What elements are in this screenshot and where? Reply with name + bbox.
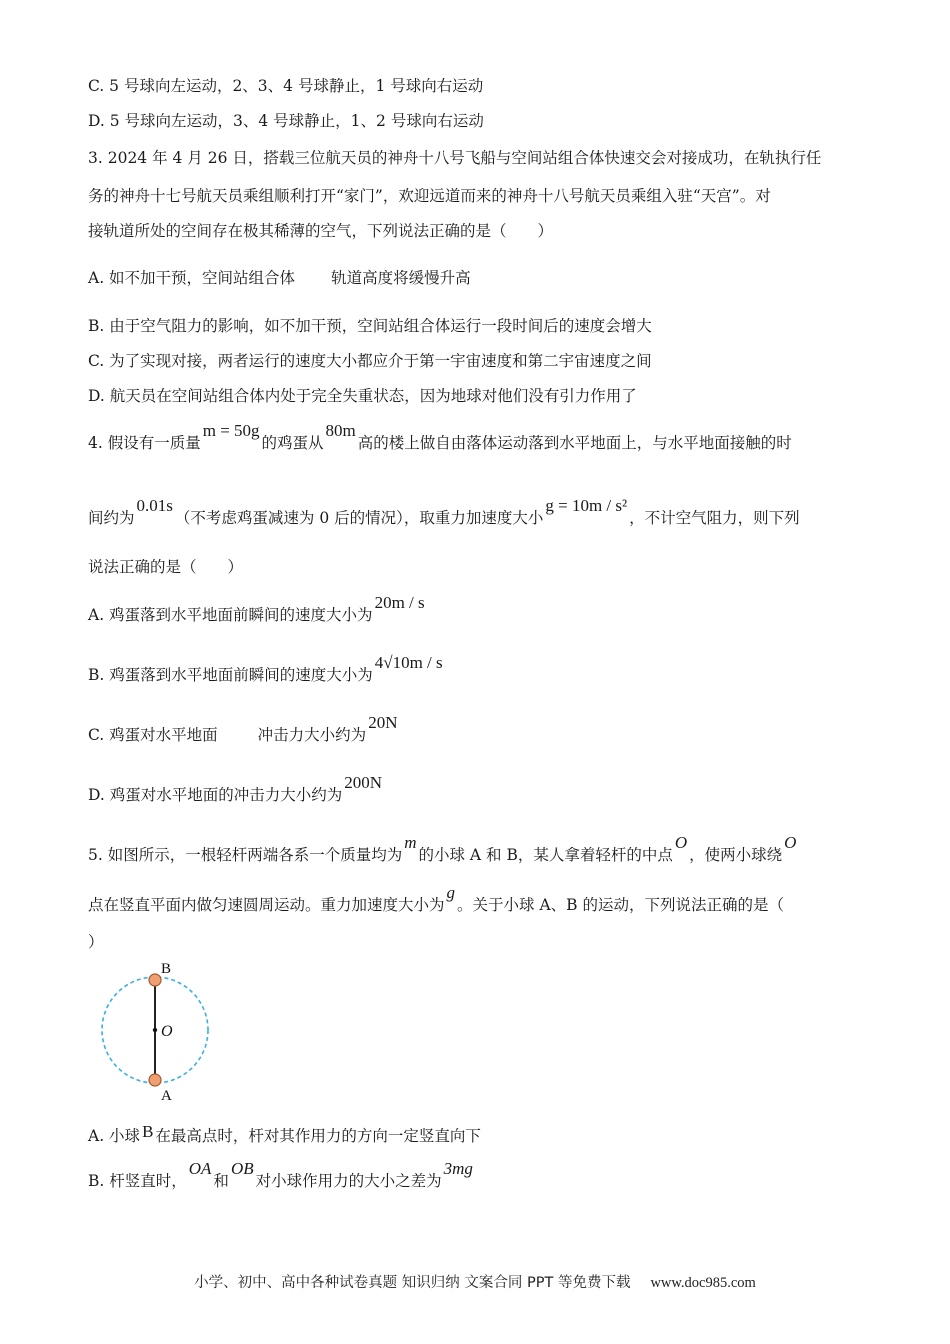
q4-option-c-text-2: 冲击力大小约为: [257, 726, 367, 744]
q5-option-a-symbol: B: [142, 1122, 154, 1141]
q5-option-b-oa: OA: [188, 1159, 212, 1178]
q5-text: ，使两小球绕: [689, 846, 783, 864]
q4-text: 间约为: [88, 509, 135, 527]
q3-stem-line-3: 接轨道所处的空间存在极其稀薄的空气，下列说法正确的是（ ）: [88, 222, 554, 240]
q4-stem-line-3: 说法正确的是（ ）: [88, 558, 244, 576]
q5-option-b-text: B. 杆竖直时，: [88, 1172, 187, 1190]
q4-option-b-text: B. 鸡蛋落到水平地面前瞬间的速度大小为: [88, 666, 373, 684]
q5-stem-line-2: [88, 883, 784, 915]
q5-text: 。关于小球 A、B 的运动，下列说法正确的是（: [457, 896, 784, 914]
ball-b: [149, 974, 161, 986]
q3-option-c: C. 为了实现对接，两者运行的速度大小都应介于第一宇宙速度和第二宇宙速度之间: [88, 352, 652, 370]
ball-a: [149, 1074, 161, 1086]
q4-time-formula: 0.01s: [136, 496, 173, 515]
q3-stem-line-1: 3. 2024 年 4 月 26 日，搭载三位航天员的神舟十八号飞船与空间站组合体快速交会对接成功，在轨执行任: [88, 149, 822, 167]
q4-gravity-formula: g = 10m / s²: [545, 496, 628, 515]
q4-text: （不考虑鸡蛋减速为 0 后的情况），取重力加速度大小: [174, 509, 544, 527]
q4-option-b-formula: 4√10m / s: [374, 653, 443, 672]
q3-option-a: [88, 268, 471, 288]
q3-stem-line-2: 务的神舟十七号航天员乘组顺利打开“家门”，欢迎远道而来的神舟十八号航天员乘组入驻“天宫”。对: [88, 187, 771, 205]
q4-option-a-formula: 20m / s: [374, 593, 425, 612]
q5-option-b-text-2: 和: [213, 1172, 229, 1190]
q5-text: 点在竖直平面内做匀速圆周运动。重力加速度大小为: [88, 896, 445, 914]
label-o: O: [161, 1023, 173, 1040]
q4-stem-line-2: [88, 496, 800, 528]
q5-stem-line-3: ）: [88, 933, 104, 951]
q4-stem-line-1: [88, 421, 792, 453]
q5-text: 的小球 A 和 B，某人拿着轻杆的中点: [418, 846, 673, 864]
q4-text: 高的楼上做自由落体运动落到水平地面上，与水平地面接触的时: [357, 434, 792, 452]
q5-option-b-formula: 3mg: [443, 1159, 473, 1178]
q2-option-c: C. 5 号球向左运动，2、3、4 号球静止，1 号球向右运动: [88, 77, 484, 95]
q4-option-a-text: A. 鸡蛋落到水平地面前瞬间的速度大小为: [88, 606, 373, 624]
q5-mass-symbol: m: [404, 833, 417, 852]
footer-url[interactable]: www.doc985.com: [650, 1275, 756, 1291]
q3-option-b: B. 由于空气阻力的影响，如不加干预，空间站组合体运行一段时间后的速度会增大: [88, 317, 652, 335]
q4-height-formula: 80m: [325, 421, 356, 440]
q5-midpoint-symbol: O: [674, 833, 688, 852]
q4-option-c-formula: 20N: [368, 713, 398, 732]
center-point: [153, 1028, 157, 1032]
q2-option-d: D. 5 号球向左运动，3、4 号球静止，1、2 号球向右运动: [88, 112, 484, 130]
q5-gravity-symbol: g: [446, 883, 456, 902]
q3-option-a-part2: 轨道高度将缓慢升高: [331, 269, 471, 287]
q4-text: 4. 假设有一质量: [88, 434, 201, 452]
q5-option-a: [88, 1122, 481, 1146]
q5-option-a-text-2: 在最高点时，杆对其作用力的方向一定竖直向下: [155, 1127, 481, 1145]
page-footer: [0, 1271, 950, 1292]
q4-text: 的鸡蛋从: [261, 434, 324, 452]
q4-option-c: [88, 713, 399, 745]
q3-option-d: D. 航天员在空间站组合体内处于完全失重状态，因为地球对他们没有引力作用了: [88, 387, 637, 405]
q4-option-d: [88, 773, 384, 805]
q3-option-a-part1: A. 如不加干预，空间站组合体: [88, 269, 296, 287]
q5-option-b-text-3: 对小球作用力的大小之差为: [255, 1172, 442, 1190]
footer-text: 小学、初中、高中各种试卷真题 知识归纳 文案合同 PPT 等免费下载: [194, 1275, 631, 1291]
q4-option-c-text: C. 鸡蛋对水平地面: [88, 726, 218, 744]
q5-center-symbol: O: [784, 833, 797, 852]
rod-circle-figure: [95, 958, 215, 1108]
q4-option-d-formula: 200N: [344, 773, 383, 792]
q5-option-b-ob: OB: [230, 1159, 254, 1178]
label-b: B: [161, 961, 172, 977]
q4-text: ，不计空气阻力，则下列: [629, 509, 800, 527]
q5-option-a-text: A. 小球: [88, 1127, 141, 1145]
q4-mass-formula: m = 50g: [202, 421, 260, 440]
q4-option-d-text: D. 鸡蛋对水平地面的冲击力大小约为: [88, 786, 343, 804]
q4-option-b: [88, 653, 445, 685]
q4-option-a: [88, 593, 427, 625]
q5-text: 5. 如图所示，一根轻杆两端各系一个质量均为: [88, 846, 403, 864]
q5-stem-line-1: [88, 833, 798, 865]
label-a: A: [161, 1088, 172, 1104]
q5-option-b: [88, 1159, 475, 1191]
